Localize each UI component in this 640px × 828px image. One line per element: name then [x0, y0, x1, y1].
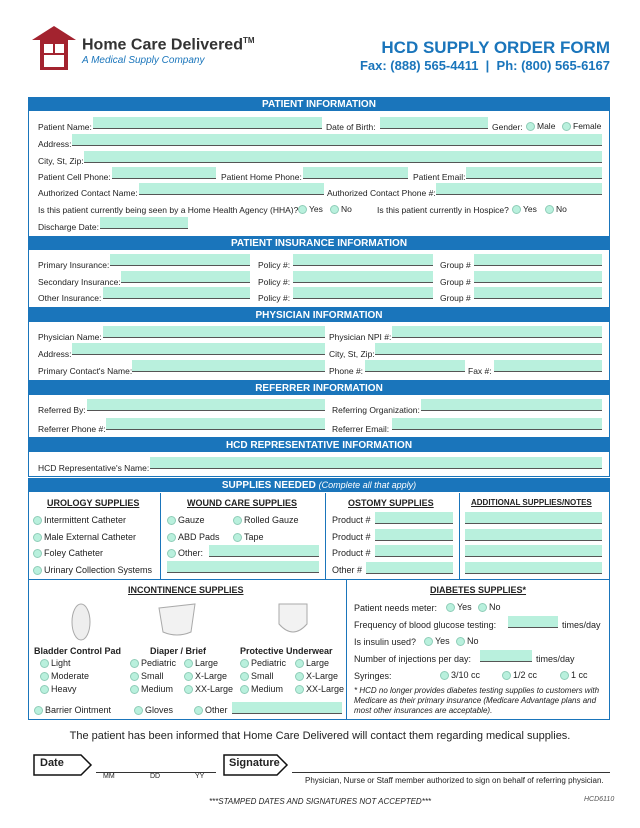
- ostomy-product-label: Product #: [332, 548, 371, 558]
- radio-icon[interactable]: [240, 672, 249, 681]
- radio-icon[interactable]: [184, 672, 193, 681]
- radio-icon[interactable]: [562, 122, 571, 131]
- radio-icon[interactable]: [446, 603, 455, 612]
- secondary-ins-field[interactable]: [121, 271, 250, 283]
- signature-label: Signature: [229, 757, 280, 769]
- incont-other-field[interactable]: [232, 702, 342, 714]
- underwear-item[interactable]: Pediatric: [240, 658, 286, 668]
- insulin-yes[interactable]: Yes: [424, 636, 450, 646]
- other-group-label: Group #: [440, 293, 471, 303]
- physician-header: PHYSICIAN INFORMATION: [28, 309, 610, 322]
- diaper-item[interactable]: X-Large: [184, 671, 227, 681]
- physician-city-field[interactable]: [375, 343, 602, 355]
- physician-address-field[interactable]: [72, 343, 325, 355]
- syringe-option[interactable]: 3/10 cc: [440, 670, 480, 680]
- patient-name-field[interactable]: [93, 117, 322, 129]
- radio-icon[interactable]: [240, 659, 249, 668]
- form-title: HCD SUPPLY ORDER FORM: [381, 38, 610, 57]
- physician-name-label: Physician Name:: [38, 332, 102, 342]
- radio-icon[interactable]: [33, 566, 42, 575]
- radio-icon[interactable]: [134, 706, 143, 715]
- syringes-label: Syringes:: [354, 671, 392, 681]
- supplies-header: SUPPLIES NEEDED (Complete all that apply): [28, 479, 610, 492]
- other-ins-field[interactable]: [103, 287, 250, 299]
- underwear-item[interactable]: XX-Large: [295, 684, 344, 694]
- secondary-ins-label: Secondary Insurance:: [38, 277, 121, 287]
- radio-icon[interactable]: [560, 671, 569, 680]
- physician-phone-field[interactable]: [365, 360, 465, 372]
- barrier-item[interactable]: Barrier Ointment: [34, 705, 111, 715]
- primary-contact-field[interactable]: [132, 360, 325, 372]
- radio-icon[interactable]: [233, 533, 242, 542]
- cell-label: Patient Cell Phone:: [38, 172, 111, 182]
- radio-icon[interactable]: [33, 533, 42, 542]
- radio-icon[interactable]: [502, 671, 511, 680]
- radio-icon[interactable]: [478, 603, 487, 612]
- radio-icon[interactable]: [330, 205, 339, 214]
- primary-group-label: Group #: [440, 260, 471, 270]
- diaper-item[interactable]: Medium: [130, 684, 173, 694]
- radio-icon[interactable]: [295, 685, 304, 694]
- hospice-no[interactable]: No: [545, 204, 567, 214]
- physician-phone-label: Phone #:: [329, 366, 364, 376]
- radio-icon[interactable]: [424, 637, 433, 646]
- secondary-group-label: Group #: [440, 277, 471, 287]
- insulin-no[interactable]: No: [456, 636, 479, 646]
- npi-field[interactable]: [392, 326, 602, 338]
- rep-name-field[interactable]: [150, 457, 602, 469]
- urology-item[interactable]: Urinary Collection Systems: [33, 565, 152, 575]
- freq-field[interactable]: [508, 616, 558, 628]
- email-field[interactable]: [466, 167, 602, 179]
- npi-label: Physician NPI #:: [329, 332, 392, 342]
- urology-title: UROLOGY SUPPLIES: [47, 498, 140, 508]
- underwear-item[interactable]: Large: [295, 658, 329, 668]
- date-label: Date: [40, 757, 64, 769]
- ostomy-other-label: Other #: [332, 565, 363, 575]
- freq-unit: times/day: [562, 620, 601, 630]
- address-label: Address:: [38, 139, 72, 149]
- primary-ins-label: Primary Insurance:: [38, 260, 110, 270]
- primary-ins-field[interactable]: [110, 254, 250, 266]
- radio-icon[interactable]: [545, 205, 554, 214]
- hha-no[interactable]: No: [330, 204, 352, 214]
- primary-policy-field[interactable]: [293, 254, 433, 266]
- radio-icon[interactable]: [456, 637, 465, 646]
- mm-label: MM: [103, 773, 115, 780]
- underwear-item[interactable]: Small: [240, 671, 274, 681]
- auth-phone-label: Authorized Contact Phone #:: [327, 188, 436, 198]
- notes-field[interactable]: [465, 562, 602, 574]
- radio-icon[interactable]: [295, 659, 304, 668]
- hha-yes[interactable]: Yes: [298, 204, 323, 214]
- hospice-yes[interactable]: Yes: [512, 204, 537, 214]
- ostomy-product-label: Product #: [332, 532, 371, 542]
- gloves-item[interactable]: Gloves: [134, 705, 173, 715]
- syringe-option[interactable]: 1 cc: [560, 670, 588, 680]
- referred-by-field[interactable]: [87, 399, 325, 411]
- radio-icon[interactable]: [40, 659, 49, 668]
- hospice-question: Is this patient currently in Hospice?: [377, 205, 509, 215]
- brand-tagline: A Medical Supply Company: [82, 55, 205, 66]
- notes-field[interactable]: [465, 512, 602, 524]
- underwear-title: Protective Underwear: [240, 646, 333, 656]
- radio-icon[interactable]: [40, 672, 49, 681]
- syringe-option[interactable]: 1/2 cc: [502, 670, 537, 680]
- auth-name-field[interactable]: [139, 183, 324, 195]
- diaper-item[interactable]: Pediatric: [130, 658, 176, 668]
- physician-fax-field[interactable]: [494, 360, 602, 372]
- gender-label: Gender:: [492, 122, 523, 132]
- radio-icon[interactable]: [233, 516, 242, 525]
- signature-line[interactable]: [292, 772, 610, 773]
- radio-icon[interactable]: [130, 659, 139, 668]
- referring-org-field[interactable]: [421, 399, 602, 411]
- address-field[interactable]: [72, 134, 602, 146]
- radio-icon[interactable]: [40, 685, 49, 694]
- divider: [325, 493, 326, 579]
- form-code: HCD6110: [584, 796, 615, 803]
- other-ins-label: Other Insurance:: [38, 293, 102, 303]
- radio-icon[interactable]: [184, 659, 193, 668]
- divider: [459, 493, 460, 579]
- radio-icon[interactable]: [33, 549, 42, 558]
- incontinence-title: INCONTINENCE SUPPLIES: [128, 585, 244, 595]
- radio-icon[interactable]: [295, 672, 304, 681]
- gender-female[interactable]: Female: [562, 121, 601, 131]
- ostomy-other-field[interactable]: [366, 562, 453, 574]
- radio-icon[interactable]: [34, 706, 43, 715]
- diaper-title: Diaper / Brief: [150, 646, 207, 656]
- underwear-image: [276, 600, 310, 640]
- injections-unit: times/day: [536, 654, 575, 664]
- radio-icon[interactable]: [240, 685, 249, 694]
- rep-header: HCD REPRESENTATIVE INFORMATION: [28, 439, 610, 452]
- meter-label: Patient needs meter:: [354, 603, 438, 613]
- diabetes-footnote: * HCD no longer provides diabetes testing supplies to customers with Medicare as their primary insurance (Medicare Advantage plans and most other insurances are acceptable).: [354, 686, 600, 715]
- dob-field[interactable]: [380, 117, 488, 129]
- wound-rolled[interactable]: Rolled Gauze: [233, 515, 299, 525]
- referrer-email-label: Referrer Email:: [332, 424, 390, 434]
- secondary-policy-label: Policy #:: [258, 277, 291, 287]
- home-phone-field[interactable]: [303, 167, 408, 179]
- urology-item[interactable]: Male External Catheter: [33, 532, 136, 542]
- logo: [30, 24, 78, 74]
- other-policy-field[interactable]: [293, 287, 433, 299]
- referrer-email-field[interactable]: [392, 418, 602, 430]
- primary-contact-label: Primary Contact's Name:: [38, 366, 133, 376]
- dob-label: Date of Birth:: [326, 122, 376, 132]
- rep-name-label: HCD Representative's Name:: [38, 463, 150, 473]
- patient-name-label: Patient Name:: [38, 122, 92, 132]
- pad-image: [66, 602, 96, 644]
- divider: [346, 580, 347, 720]
- underwear-item[interactable]: X-Large: [295, 671, 338, 681]
- divider: [28, 579, 610, 580]
- physician-city-label: City, St, Zip:: [329, 349, 375, 359]
- wound-other-field-2[interactable]: [167, 561, 319, 573]
- injections-field[interactable]: [480, 650, 532, 662]
- ostomy-title: OSTOMY SUPPLIES: [348, 498, 434, 508]
- diaper-item[interactable]: XX-Large: [184, 684, 233, 694]
- referred-by-label: Referred By:: [38, 405, 86, 415]
- physician-fax-label: Fax #:: [468, 366, 492, 376]
- incont-other-item[interactable]: Other: [194, 705, 228, 715]
- radio-icon[interactable]: [512, 205, 521, 214]
- other-policy-label: Policy #:: [258, 293, 291, 303]
- auth-phone-field[interactable]: [436, 183, 602, 195]
- insurance-header: PATIENT INSURANCE INFORMATION: [28, 237, 610, 250]
- bladder-title: Bladder Control Pad: [34, 646, 122, 656]
- discharge-label: Discharge Date:: [38, 222, 99, 232]
- bladder-item[interactable]: Heavy: [40, 684, 77, 694]
- city-label: City, St, Zip:: [38, 156, 84, 166]
- secondary-policy-field[interactable]: [293, 271, 433, 283]
- radio-icon[interactable]: [440, 671, 449, 680]
- physician-name-field[interactable]: [103, 326, 325, 338]
- urology-item[interactable]: Intermittent Catheter: [33, 515, 126, 525]
- ostomy-product-field[interactable]: [375, 545, 453, 557]
- radio-icon[interactable]: [298, 205, 307, 214]
- hha-question: Is this patient currently being seen by a Home Health Agency (HHA)?: [38, 205, 299, 215]
- secondary-group-field[interactable]: [474, 271, 602, 283]
- radio-icon[interactable]: [167, 533, 176, 542]
- divider: [160, 493, 161, 579]
- other-group-field[interactable]: [474, 287, 602, 299]
- ostomy-product-field[interactable]: [375, 512, 453, 524]
- wound-title: WOUND CARE SUPPLIES: [187, 498, 298, 508]
- radio-icon[interactable]: [194, 706, 203, 715]
- discharge-field[interactable]: [100, 217, 188, 229]
- auth-name-label: Authorized Contact Name:: [38, 188, 138, 198]
- meter-no[interactable]: No: [478, 602, 501, 612]
- gender-male[interactable]: Male: [526, 121, 555, 131]
- freq-label: Frequency of blood glucose testing:: [354, 620, 497, 630]
- email-label: Patient Email:: [413, 172, 466, 182]
- referrer-phone-field[interactable]: [106, 418, 325, 430]
- radio-icon[interactable]: [526, 122, 535, 131]
- wound-other-field[interactable]: [209, 545, 319, 557]
- radio-icon[interactable]: [167, 549, 176, 558]
- cell-field[interactable]: [112, 167, 216, 179]
- radio-icon[interactable]: [184, 685, 193, 694]
- referrer-header: REFERRER INFORMATION: [28, 382, 610, 395]
- injections-label: Number of injections per day:: [354, 654, 472, 664]
- radio-icon[interactable]: [130, 685, 139, 694]
- brand-name: Home Care Delivered™: [82, 36, 255, 54]
- ostomy-product-label: Product #: [332, 515, 371, 525]
- radio-icon[interactable]: [167, 516, 176, 525]
- radio-icon[interactable]: [33, 516, 42, 525]
- diabetes-title: DIABETES SUPPLIES*: [430, 585, 527, 595]
- primary-policy-label: Policy #:: [258, 260, 291, 270]
- city-field[interactable]: [84, 151, 602, 163]
- brief-image: [155, 602, 199, 640]
- radio-icon[interactable]: [130, 672, 139, 681]
- consent-statement: The patient has been informed that Home Care Delivered will contact them regarding medical supplies.: [69, 730, 571, 742]
- notes-field[interactable]: [465, 545, 602, 557]
- urology-item[interactable]: Foley Catheter: [33, 548, 103, 558]
- ostomy-product-field[interactable]: [375, 529, 453, 541]
- insulin-label: Is insulin used?: [354, 637, 417, 647]
- home-phone-label: Patient Home Phone:: [221, 172, 302, 182]
- bladder-item[interactable]: Moderate: [40, 671, 89, 681]
- dd-label: DD: [150, 773, 161, 780]
- diaper-item[interactable]: Small: [130, 671, 164, 681]
- physician-address-label: Address:: [38, 349, 72, 359]
- yy-label: YY: [195, 773, 205, 780]
- notes-field[interactable]: [465, 529, 602, 541]
- wound-tape[interactable]: Tape: [233, 532, 264, 542]
- signature-caption: Physician, Nurse or Staff member authorized to sign on behalf of referring physician.: [305, 776, 604, 785]
- underwear-item[interactable]: Medium: [240, 684, 283, 694]
- wound-gauze[interactable]: Gauze: [167, 515, 205, 525]
- wound-abd[interactable]: ABD Pads: [167, 532, 220, 542]
- meter-yes[interactable]: Yes: [446, 602, 472, 612]
- patient-header: PATIENT INFORMATION: [28, 98, 610, 111]
- additional-title: ADDITIONAL SUPPLIES/NOTES: [471, 498, 592, 507]
- bladder-item[interactable]: Light: [40, 658, 71, 668]
- diaper-item[interactable]: Large: [184, 658, 218, 668]
- referring-org-label: Referring Organization:: [332, 405, 420, 415]
- wound-other[interactable]: Other:: [167, 548, 203, 558]
- referrer-phone-label: Referrer Phone #:: [38, 424, 106, 434]
- stamp-warning: ***STAMPED DATES AND SIGNATURES NOT ACCEPTED***: [208, 797, 432, 806]
- primary-group-field[interactable]: [474, 254, 602, 266]
- form-contact: Fax: (888) 565-4411 | Ph: (800) 565-6167: [359, 58, 610, 73]
